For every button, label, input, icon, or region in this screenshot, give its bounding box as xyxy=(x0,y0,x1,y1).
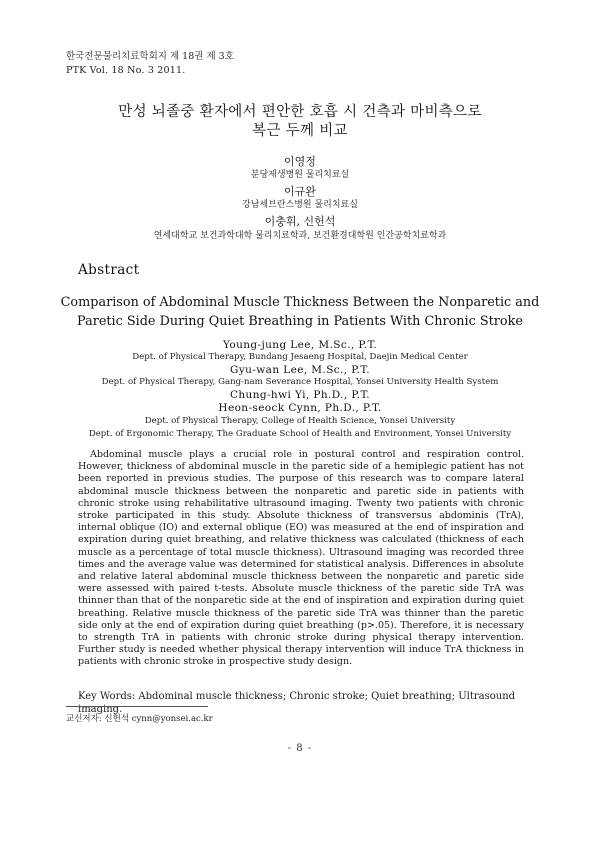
english-title-line-1: Comparison of Abdominal Muscle Thickness Between the Nonparetic and xyxy=(60,295,540,310)
korean-title-line-1: 만성 뇌졸중 환자에서 편안한 호흡 시 건측과 마비측으로 xyxy=(118,104,482,120)
korean-title-line-2: 복근 두께 비교 xyxy=(252,123,348,139)
english-author-3-name: Chung-hwi Yi, Ph.D., P.T. xyxy=(229,389,371,401)
corresponding-author-footnote: 교신저자: 신헌석 cynn@yonsei.ac.kr xyxy=(66,714,213,724)
english-author-1-affiliation: Dept. of Physical Therapy, Bundang Jesaeng Hospital, Daejin Medical Center xyxy=(132,352,468,362)
korean-author-3-affiliation: 연세대학교 보건과학대학 물리치료학과, 보건환경대학원 인간공학치료학과 xyxy=(153,231,447,241)
english-author-1-name: Young-jung Lee, M.Sc., P.T. xyxy=(222,339,378,351)
korean-title xyxy=(0,103,600,141)
english-author-4-name: Heon-seock Cynn, Ph.D., P.T. xyxy=(218,402,382,414)
korean-author-3-name: 이충휘, 신헌석 xyxy=(264,215,336,228)
korean-author-1-name: 이영정 xyxy=(284,155,316,168)
english-author-2-name: Gyu-wan Lee, M.Sc., P.T. xyxy=(230,364,370,376)
english-title xyxy=(0,293,600,331)
page-number: - 8 - xyxy=(287,743,313,754)
korean-author-2-affiliation: 강남세브란스병원 물리치료실 xyxy=(242,200,358,210)
keywords: Key Words: Abdominal muscle thickness; Chronic stroke; Quiet breathing; Ultrasound imaging. xyxy=(78,691,516,715)
english-title-line-2: Paretic Side During Quiet Breathing in Patients With Chronic Stroke xyxy=(77,314,523,329)
korean-author-1-affiliation: 분당제생병원 물리치료실 xyxy=(250,170,350,180)
english-author-3-4-affiliation-1: Dept. of Physical Therapy, College of Health Science, Yonsei University xyxy=(144,416,456,426)
journal-header-korean: 한국전문물리치료학회지 제 18권 제 3호 xyxy=(66,51,234,62)
journal-header-english: PTK Vol. 18 No. 3 2011. xyxy=(66,65,186,76)
english-author-2-affiliation: Dept. of Physical Therapy, Gang-nam Severance Hospital, Yonsei University Health System xyxy=(101,377,499,387)
abstract-heading: Abstract xyxy=(78,262,140,278)
abstract-body: Abdominal muscle plays a crucial role in postural control and respiration control. However, thickness of abdominal muscle in the paretic side of a hemiplegic patient has not been reported in previous studies. The purpose of this research was to compare lateral abdominal muscle thickness between the nonparetic and paretic side in patients with chronic stroke using rehabilitative ultrasound imaging. Twenty two patients with chronic stroke participated in this study. Absolute thickness of transversus abdominis (TrA), internal oblique (IO) and external oblique (EO) was measured at the end of inspiration and expiration during quiet breathing, and relative thickness was calculated (thickness of each muscle as a percentage of total muscle thickness). Ultrasound imaging was recorded three times and the average value was determined for statistical analysis. Differences in absolute and relative lateral abdominal muscle thickness between the nonparetic and paretic side were assessed with paired t-tests. Absolute muscle thickness of the paretic side TrA was thinner than that of the nonparetic side at the end of inspiration and expiration during quiet breathing. Relative muscle thickness of the paretic side TrA was thinner than the paretic side only at the end of expiration during quiet breathing (p>.05). Therefore, it is necessary to strength TrA in patients with chronic stroke during physical therapy intervention. Further study is needed whether physical therapy intervention will induce TrA thickness in patients with chronic stroke in prospective study design. xyxy=(78,449,524,668)
english-author-3-4-affiliation-2: Dept. of Ergonomic Therapy, The Graduate School of Health and Environment, Yonsei University xyxy=(88,429,512,439)
korean-author-2-name: 이규완 xyxy=(284,185,316,198)
footnote-divider xyxy=(66,706,208,707)
